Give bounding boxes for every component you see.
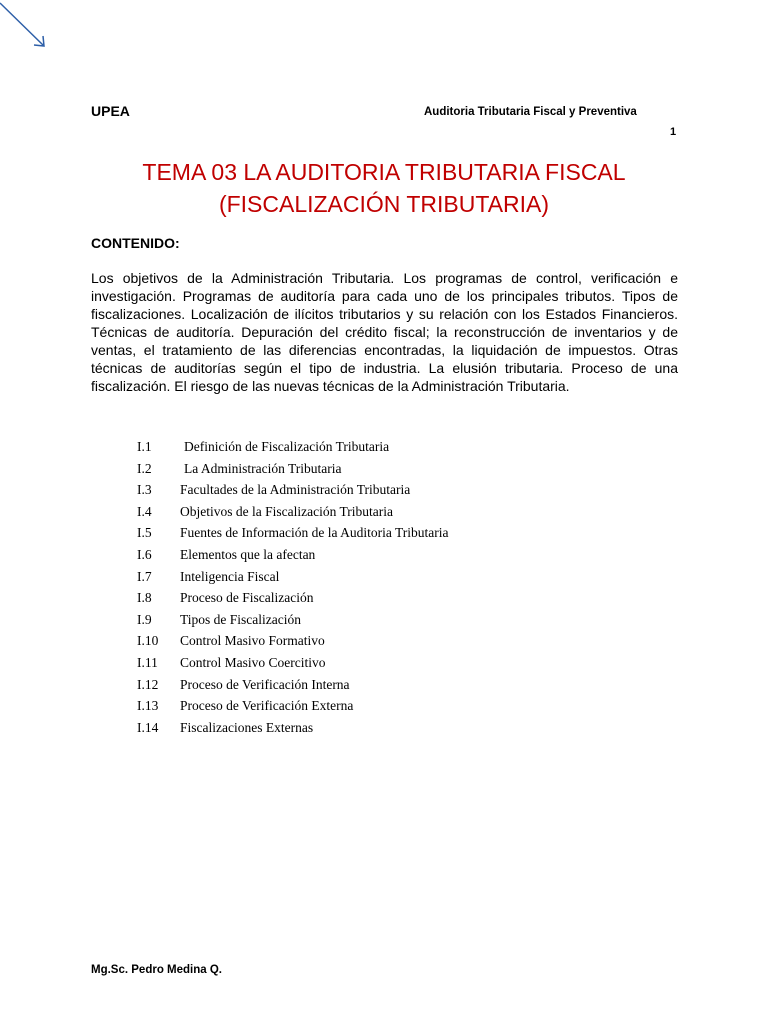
toc-item-text: La Administración Tributaria	[184, 460, 342, 476]
toc-item	[137, 652, 448, 674]
toc-item-number: I.8	[137, 590, 152, 606]
document-title	[91, 156, 677, 220]
toc-item-number: I.1	[137, 439, 152, 454]
toc-item-text: Proceso de Verificación Interna	[180, 676, 350, 692]
footer-author: Mg.Sc. Pedro Medina Q.	[91, 964, 222, 976]
header-institution: UPEA	[91, 103, 130, 119]
toc-item-number: I.10	[137, 633, 159, 649]
toc-item-text: Fiscalizaciones Externas	[180, 719, 314, 735]
toc-item	[137, 609, 448, 631]
toc-item-number: I.13	[137, 698, 159, 714]
toc-item-text: Facultades de la Administración Tributaria	[180, 482, 411, 498]
arrow-icon	[0, 0, 60, 60]
toc-item-number: I.14	[137, 719, 159, 735]
toc-item	[137, 458, 448, 480]
toc-item	[137, 674, 448, 696]
toc-item-text: Objetivos de la Fiscalización Tributaria	[180, 503, 393, 519]
toc-item-text: Control Masivo Formativo	[180, 633, 325, 649]
toc-item	[137, 566, 448, 588]
toc-item-text: Definición de Fiscalización Tributaria	[184, 439, 390, 454]
toc-item-text: Tipos de Fiscalización	[180, 611, 301, 627]
toc-item-number: I.4	[137, 503, 152, 519]
toc-item	[137, 695, 448, 717]
toc-item-number: I.11	[137, 654, 158, 670]
toc-item-text: Inteligencia Fiscal	[180, 568, 280, 584]
title-line-2: (FISCALIZACIÓN TRIBUTARIA)	[218, 191, 550, 217]
toc-item-number: I.6	[137, 546, 152, 562]
toc-item	[137, 544, 448, 566]
toc-item	[137, 436, 448, 458]
toc-item	[137, 479, 448, 501]
toc-item	[137, 630, 448, 652]
toc-item	[137, 501, 448, 523]
toc-item	[137, 522, 448, 544]
toc-item-number: I.5	[137, 525, 152, 541]
toc-item-number: I.12	[137, 676, 159, 692]
toc-item-number: I.3	[137, 482, 152, 498]
toc-item-number: I.7	[137, 568, 152, 584]
title-line-1: TEMA 03 LA AUDITORIA TRIBUTARIA FISCAL	[142, 159, 626, 185]
toc-item	[137, 717, 448, 739]
toc-item-text: Elementos que la afectan	[180, 546, 316, 562]
toc-item-text: Fuentes de Información de la Auditoria Tributaria	[180, 525, 449, 541]
toc-item	[137, 587, 448, 609]
toc-item-text: Proceso de Fiscalización	[180, 590, 314, 606]
header-course-title: Auditoria Tributaria Fiscal y Preventiva	[424, 106, 637, 118]
intro-paragraph: Los objetivos de la Administración Tributaria. Los programas de control, verificación e investigación. Programas de auditoría para cada uno de los principales tributos. Tipos de fiscalizaciones. Localización de ilícitos tributarios y su relación con los Estados Financieros. Técnicas de auditoría. Depuración del crédito fiscal; la reconstrucción de inventarios y de ventas, el tratamiento de las diferencias encontradas, la liquidación de impuestos. Otras técnicas de auditorías según el tipo de industria. La elusión tributaria. Proceso de una fiscalización. El riesgo de las nuevas técnicas de la Administración Tributaria.	[91, 270, 678, 394]
toc-item-text: Control Masivo Coercitivo	[180, 654, 326, 670]
toc-item-number: I.9	[137, 611, 152, 627]
table-of-contents	[137, 436, 448, 738]
page-number: 1	[670, 126, 677, 138]
toc-item-text: Proceso de Verificación Externa	[180, 698, 354, 714]
section-heading: CONTENIDO:	[91, 235, 180, 251]
toc-item-number: I.2	[137, 460, 152, 476]
